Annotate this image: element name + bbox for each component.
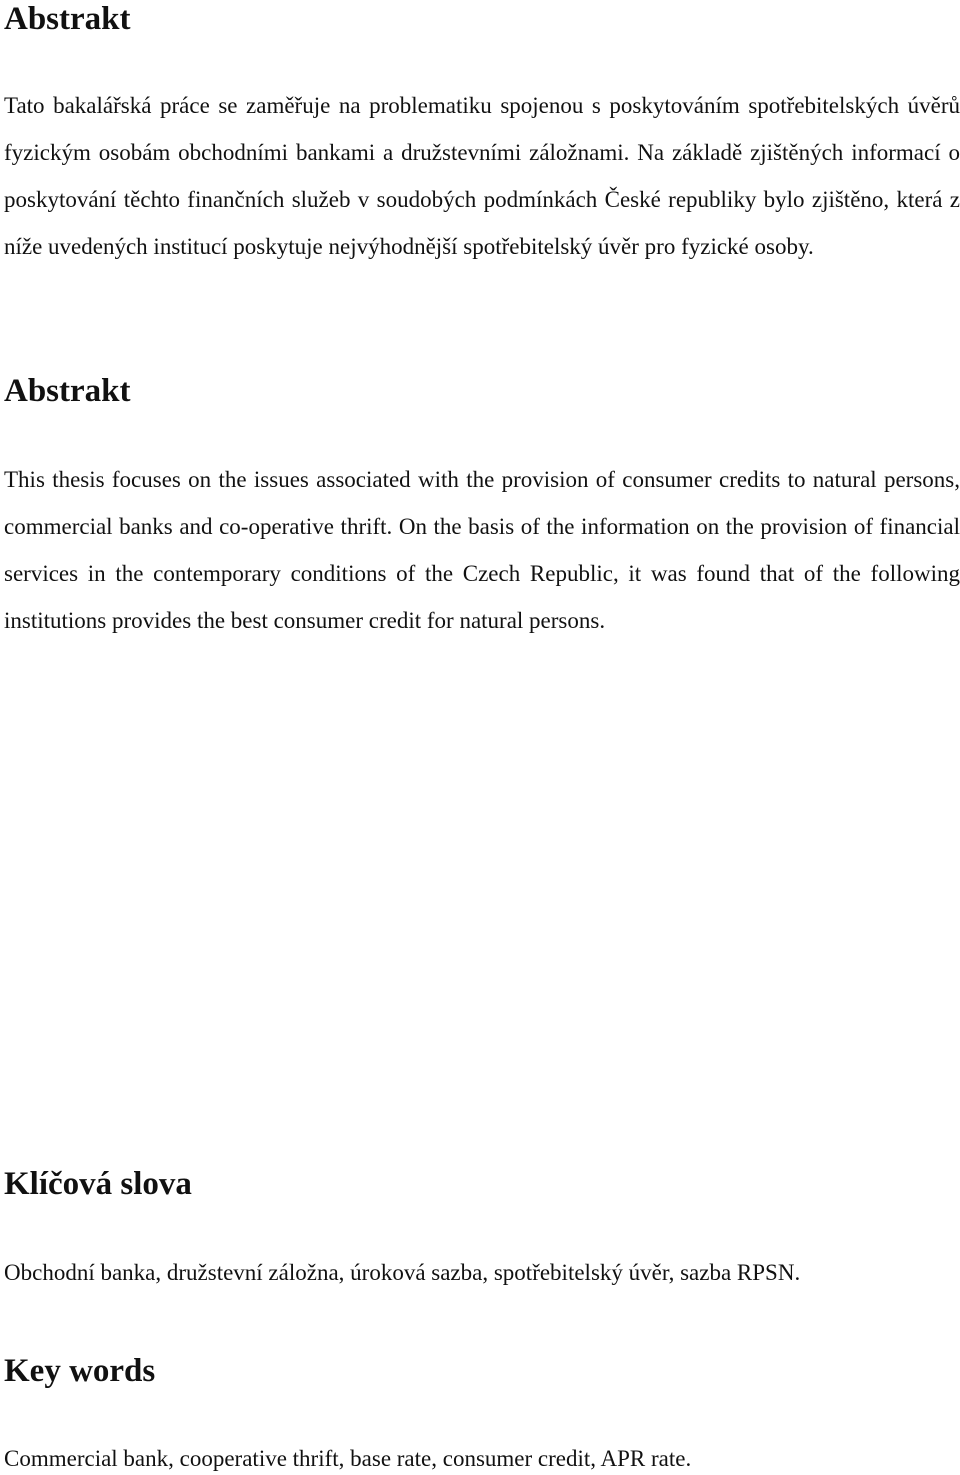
keywords-en-heading: Key words <box>4 1353 156 1389</box>
abstract-en-section <box>4 372 960 410</box>
abstract-en-text: This thesis focuses on the issues associated with the provision of consumer credits to natural persons, commercial banks and co-operative thrift. On the basis of the information on the provision of financial services in the contemporary conditions of the Czech Republic, it was found that of the following institutions provides the best consumer credit for natural persons. <box>4 467 960 633</box>
keywords-cz-text: Obchodní banka, družstevní záložna, úroková sazba, spotřebitelský úvěr, sazba RPSN. <box>4 1260 801 1285</box>
keywords-cz-body <box>4 1258 960 1288</box>
abstract-en-heading: Abstrakt <box>4 373 131 409</box>
abstract-cz-section <box>4 0 960 38</box>
keywords-en-body <box>4 1444 960 1474</box>
abstract-en-body <box>4 456 960 644</box>
keywords-cz-section <box>4 1165 960 1203</box>
keywords-en-text: Commercial bank, cooperative thrift, base rate, consumer credit, APR rate. <box>4 1446 692 1471</box>
abstract-cz-heading: Abstrakt <box>4 1 131 37</box>
abstract-cz-text: Tato bakalářská práce se zaměřuje na problematiku spojenou s poskytováním spotřebitelských úvěrů fyzickým osobám obchodními bankami a družstevními záložnami. Na základě zjištěných informací o poskytování těchto finančních služeb v soudobých podmínkách České republiky bylo zjištěno, která z níže uvedených institucí poskytuje nejvýhodnější spotřebitelský úvěr pro fyzické osoby. <box>4 93 960 259</box>
keywords-en-section <box>4 1352 960 1390</box>
abstract-cz-body <box>4 82 960 270</box>
keywords-cz-heading: Klíčová slova <box>4 1166 192 1202</box>
